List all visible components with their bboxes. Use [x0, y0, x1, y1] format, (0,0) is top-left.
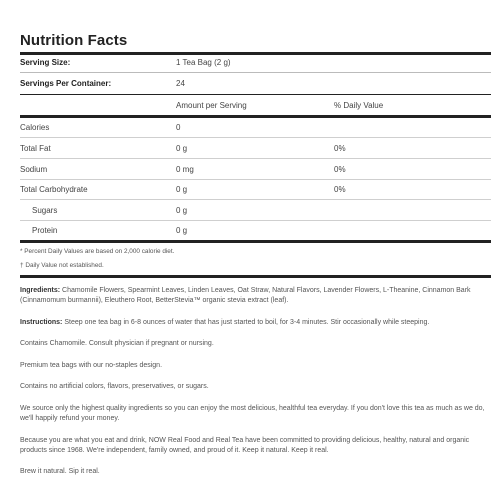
row-divider — [20, 220, 491, 221]
servings-per-container-value: 24 — [176, 79, 185, 88]
nutrient-daily-value: 0% — [334, 165, 346, 174]
nutrient-name: Sodium — [20, 165, 48, 174]
nutrient-daily-value: 0% — [334, 144, 346, 153]
row-divider — [20, 179, 491, 180]
nutrient-name: Sugars — [32, 206, 58, 215]
instructions-text — [20, 318, 490, 328]
nutrition-panel — [8, 24, 492, 478]
page-title: Nutrition Facts — [20, 32, 128, 49]
ingredients-list: Chamomile Flowers, Spearmint Leaves, Linden Leaves, Oat Straw, Natural Flavors, Lavender Flowers, L-Theanine, Cinnamon Bark (Cinnamomum burmannii), Eleuthero Root, BetterStevia™ organic stevia extract (leaf). — [20, 287, 471, 304]
nutrient-amount: 0 g — [176, 226, 188, 235]
footnote: * Percent Daily Values are based on 2,000 calorie diet. — [20, 248, 175, 255]
description-paragraph: Contains Chamomile. Consult physician if pregnant or nursing. — [20, 340, 214, 347]
row-divider — [20, 199, 491, 200]
description-paragraph: Contains no artificial colors, flavors, preservatives, or sugars. — [20, 383, 209, 390]
serving-size-label: Serving Size: — [20, 58, 71, 67]
row-divider — [20, 158, 491, 159]
instructions-body: Steep one tea bag in 6-8 ounces of water that has just started to boil, for 3-4 minutes. Stir occasionally while steeping. — [62, 319, 430, 326]
nutrient-daily-value: 0% — [334, 185, 346, 194]
description-paragraph: We source only the highest quality ingredients so you can enjoy the most delicious, healthful tea everyday. If you don't love this tea as much as we do, we'll happily refund your money. — [20, 405, 485, 422]
amount-column-header: Amount per Serving — [176, 101, 247, 110]
nutrient-name: Protein — [32, 226, 58, 235]
footnote-divider — [20, 275, 491, 278]
nutrient-amount: 0 g — [176, 206, 188, 215]
ingredients-text — [20, 286, 490, 306]
description-paragraph: Premium tea bags with our no-staples design. — [20, 362, 163, 369]
row-divider — [20, 137, 491, 138]
heading-divider — [20, 52, 491, 55]
daily-value-column-header: % Daily Value — [334, 101, 384, 110]
nutrient-amount: 0 g — [176, 144, 188, 153]
table-bottom-divider — [20, 240, 491, 243]
footnote: † Daily Value not established. — [20, 262, 104, 269]
divider — [20, 72, 491, 73]
nutrient-amount: 0 g — [176, 185, 188, 194]
nutrient-name: Total Carbohydrate — [20, 185, 88, 194]
description-paragraph: Because you are what you eat and drink, NOW Real Food and Real Tea have been committed to providing delicious, healthy, natural and organic products since 1968. We're independent, family owned, and proud of it. Keep it natural. Keep it real. — [20, 437, 470, 454]
servings-per-container-label: Servings Per Container: — [20, 79, 112, 88]
nutrient-name: Total Fat — [20, 144, 51, 153]
columns-divider — [20, 115, 491, 118]
nutrient-name: Calories — [20, 123, 50, 132]
description-paragraph: Brew it natural. Sip it real. — [20, 468, 100, 475]
serving-size-value: 1 Tea Bag (2 g) — [176, 58, 231, 67]
ingredients-label: Ingredients: — [20, 287, 61, 294]
nutrient-amount: 0 — [176, 123, 181, 132]
divider — [20, 94, 491, 95]
instructions-label: Instructions: — [20, 319, 63, 326]
nutrient-amount: 0 mg — [176, 165, 194, 174]
